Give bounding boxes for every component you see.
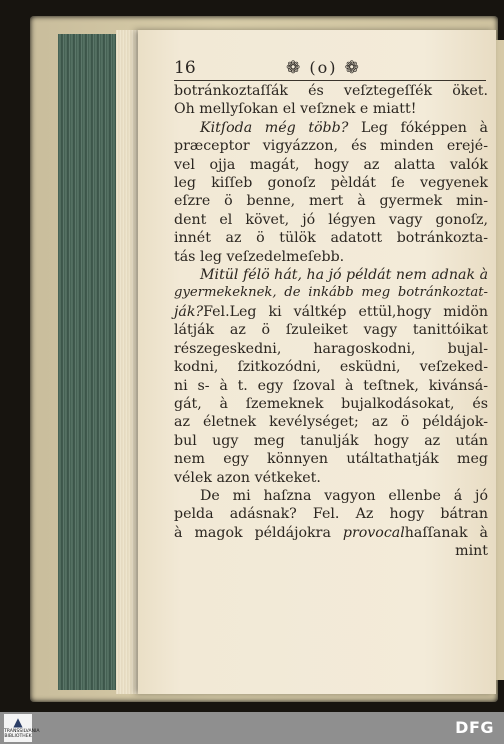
text-line bbox=[174, 542, 488, 560]
text-segment: Fel.Leg ki váltkép ettül,hogy midön bbox=[203, 303, 488, 320]
library-logo-line1: TRANSSILVANIA bbox=[4, 729, 40, 734]
text-segment: botránkoztaſſák és veſztegeſſék öket. bbox=[174, 83, 488, 99]
text-segment: præceptor vigyázzon, és minden erejé- bbox=[174, 138, 488, 155]
viewer-footer bbox=[0, 712, 504, 744]
text-segment: eſzre ö benne, mert à gyermek min- bbox=[174, 193, 488, 210]
text-line bbox=[174, 340, 488, 358]
text-segment: De mi haſzna vagyon ellenbe á jó bbox=[200, 487, 488, 504]
library-logo[interactable] bbox=[4, 714, 40, 742]
flower-ornament-icon: ❁ bbox=[344, 58, 361, 78]
text-segment: leg kiſſeb gonoſz pèldát ſe vegyenek bbox=[174, 175, 488, 192]
text-segment: gyermekeknek, de inkább meg botránkoztat- bbox=[174, 285, 488, 301]
text-segment: innét az ö tülök adatott botránkozta- bbox=[174, 230, 488, 247]
text-segment: vel ojja magát, hogy az alatta valók bbox=[174, 156, 488, 173]
text-line bbox=[174, 487, 488, 505]
page-header bbox=[174, 58, 484, 82]
text-line bbox=[174, 137, 488, 155]
text-segment: bul ugy meg tanulják hogy az után bbox=[174, 432, 488, 449]
text-segment: részegeskedni, haragoskodni, bujal- bbox=[174, 340, 488, 357]
text-segment: kodni, ſzitkozódni, esküdni, veſzeked- bbox=[174, 359, 488, 376]
text-line bbox=[174, 248, 488, 266]
text-line bbox=[174, 321, 488, 339]
text-line bbox=[174, 303, 488, 321]
header-rule bbox=[174, 80, 486, 81]
text-segment: vélek azon vétkeket. bbox=[174, 469, 321, 486]
text-line bbox=[174, 192, 488, 210]
header-ornament bbox=[286, 58, 361, 78]
text-line bbox=[174, 358, 488, 376]
text-line bbox=[174, 100, 488, 118]
text-segment: ják? bbox=[174, 303, 204, 320]
text-segment: Kitſoda még több? bbox=[200, 119, 349, 136]
text-segment: Oh mellyſokan el veſznek e miatt! bbox=[174, 101, 417, 118]
text-segment: mint bbox=[455, 543, 488, 560]
page-number: 16 bbox=[174, 58, 196, 78]
text-segment: à magok példájokra bbox=[174, 524, 343, 541]
text-segment: nem egy könnyen utáltathatják meg bbox=[174, 451, 488, 468]
text-segment: az életnek kevélységet; az ö példájok- bbox=[174, 414, 488, 431]
text-segment: ni s- à t. egy ſzoval à teſtnek, kivánsá- bbox=[174, 377, 488, 394]
text-line bbox=[174, 395, 488, 413]
text-line bbox=[174, 211, 488, 229]
text-segment: látják az ö ſzuleiket vagy tanittóikat bbox=[174, 322, 488, 339]
text-segment: haſſanak à bbox=[404, 524, 488, 541]
text-line bbox=[174, 432, 488, 450]
dfg-logo[interactable]: DFG bbox=[455, 718, 494, 737]
book-page bbox=[138, 30, 496, 694]
text-line bbox=[174, 469, 488, 487]
library-logo-line2: BIBLIOTHEK bbox=[4, 734, 32, 739]
text-line bbox=[174, 82, 488, 100]
text-segment: pelda adásnak? Fel. Az hogy bátran bbox=[174, 506, 488, 523]
library-emblem-icon: ▲ bbox=[13, 715, 23, 729]
page-text bbox=[174, 82, 488, 561]
text-segment: dent el követ, jó légyen vagy gonoſz, bbox=[174, 211, 488, 228]
text-line bbox=[174, 266, 488, 284]
text-segment: gát, à ſzemeknek bujalkodásokat, és bbox=[174, 395, 488, 412]
text-line bbox=[174, 450, 488, 468]
ornament-center: (o) bbox=[309, 58, 338, 77]
text-line bbox=[174, 119, 488, 137]
text-line bbox=[174, 284, 488, 302]
text-line bbox=[174, 174, 488, 192]
text-segment: Leg fóképpen à bbox=[348, 119, 489, 136]
text-line bbox=[174, 524, 488, 542]
flower-ornament-icon: ❁ bbox=[286, 58, 303, 78]
book-fore-edge bbox=[58, 34, 118, 690]
text-line bbox=[174, 229, 488, 247]
text-segment: Mitül félö hát, ha jó példát nem adnak à bbox=[200, 267, 489, 284]
text-line bbox=[174, 377, 488, 395]
text-segment: provocal bbox=[342, 524, 405, 541]
text-segment: tás leg veſzedelmeſebb. bbox=[174, 248, 345, 265]
text-line bbox=[174, 505, 488, 523]
text-line bbox=[174, 156, 488, 174]
text-line bbox=[174, 413, 488, 431]
